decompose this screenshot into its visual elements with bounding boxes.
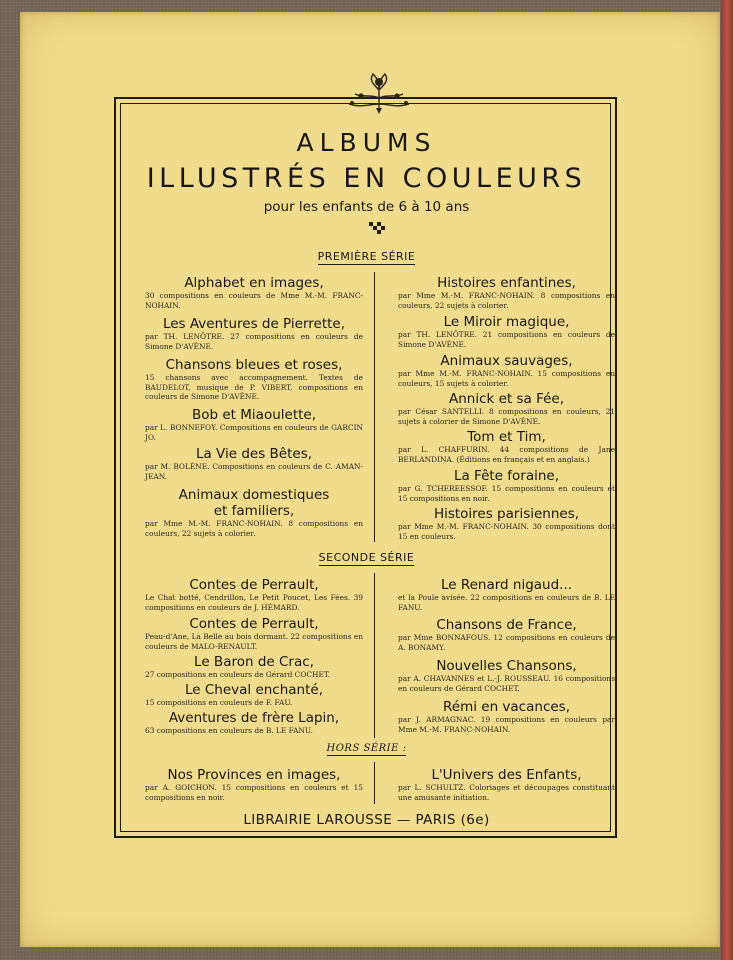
book-description: par Mme M.-M. FRANC-NOHAIN. 8 compositions en couleurs, 22 sujets à colorier. — [145, 519, 363, 538]
book-description: par TH. LENÔTRE. 27 compositions en couleurs de Simone D'AVÈNE. — [145, 332, 363, 351]
book-entry — [145, 710, 363, 736]
book-title: L'Univers des Enfants, — [431, 767, 582, 783]
book-title: Animaux sauvages, — [440, 353, 573, 369]
book-description: par M. BOLÈNE. Compositions en couleurs de C. AMAN-JEAN. — [145, 462, 363, 481]
book-entry — [398, 275, 615, 310]
book-title: Rémi en vacances, — [443, 699, 570, 715]
book-title: Chansons bleues et roses, — [165, 357, 343, 373]
book-description: 63 compositions en couleurs de B. LE FANU. — [145, 726, 313, 735]
book-entry — [398, 468, 615, 503]
book-description: par L. SCHULTZ. Coloriages et découpages constituant une amusante initiation. — [398, 783, 615, 802]
floral-ornament-icon — [343, 68, 415, 116]
book-title: Nouvelles Chansons, — [436, 658, 577, 674]
book-description: 15 compositions en couleurs de F. FAU. — [145, 698, 293, 707]
book-title: La Fête foraine, — [453, 468, 560, 484]
book-title: Les Aventures de Pierrette, — [162, 316, 346, 332]
book-description: par A. GOICHON. 15 compositions en couleurs et 15 compositions en noir. — [145, 783, 363, 802]
title-illustres: ILLUSTRÉS EN COULEURS — [146, 163, 587, 194]
book-entry — [398, 617, 615, 652]
book-entry — [145, 316, 363, 351]
book-title: Le Baron de Crac, — [194, 654, 314, 670]
book-title: Aventures de frère Lapin, — [168, 710, 340, 726]
column-divider-3 — [374, 762, 375, 804]
hors-serie-heading: HORS SÉRIE : — [326, 743, 407, 754]
book-entry — [145, 654, 363, 680]
book-entry — [145, 407, 363, 442]
book-title: Contes de Perrault, — [189, 616, 319, 632]
book-entry — [398, 391, 615, 426]
book-entry — [398, 658, 615, 693]
book-entry — [145, 577, 363, 612]
book-description: 15 chansons avec accompagnement. Textes de BAUDELOT, musique de P. VIBERT, compositions en couleurs de Simone D'AVÈNE. — [145, 373, 363, 402]
book-description: par J. ARMAGNAC. 19 compositions en couleurs par Mme M.-M. FRANC-NOHAIN. — [398, 715, 615, 734]
book-title: Annick et sa Fée, — [448, 391, 565, 407]
book-title: Histoires enfantines, — [437, 275, 576, 291]
book-description: par L. CHAFFURIN. 44 compositions de Jane BERLANDINA. (Éditions en français et en anglais.) — [398, 445, 615, 464]
book-description: par Mme M.-M. FRANC-NOHAIN. 30 compositions dont 15 en couleurs. — [398, 522, 615, 541]
book-entry — [145, 767, 363, 802]
book-entry — [398, 577, 615, 612]
book-description: 27 compositions en couleurs de Gérard COCHET. — [145, 670, 331, 679]
book-description: par L. BONNEFOY. Compositions en couleurs de GARCIN JO. — [145, 423, 363, 442]
checker-ornament-icon — [369, 222, 385, 234]
book-entry — [398, 767, 615, 802]
book-title: Chansons de France, — [436, 617, 577, 633]
book-description: par A. CHAVANNES et L.-J. ROUSSEAU. 16 compositions en couleurs de Gérard COCHET. — [398, 674, 615, 693]
book-entry — [145, 682, 363, 708]
title-albums: ALBUMS — [296, 128, 437, 157]
book-title: Alphabet en images, — [184, 275, 324, 291]
book-title: Le Renard nigaud... — [440, 577, 573, 593]
book-title: Le Cheval enchanté, — [184, 682, 324, 698]
book-entry — [145, 357, 363, 402]
book-title: Histoires parisiennes, — [433, 506, 580, 522]
book-description: par César SANTELLI. 8 compositions en couleurs, 21 sujets à colorier de Simone D'AVÈNE. — [398, 407, 615, 426]
book-title: Tom et Tim, — [467, 429, 546, 445]
column-divider-1 — [374, 272, 375, 542]
book-description: et la Poule avisée. 22 compositions en couleurs de B. LE FANU. — [398, 593, 615, 612]
book-title: Nos Provinces en images, — [167, 767, 341, 783]
book-title: Contes de Perrault, — [189, 577, 319, 593]
book-title: Animaux domestiques — [178, 487, 330, 503]
series2-heading: SECONDE SÉRIE — [318, 551, 415, 564]
book-description: Le Chat botté, Cendrillon, Le Petit Poucet, Les Fées. 39 compositions en couleurs de J. HÉMARD. — [145, 593, 363, 612]
book-description: par G. TCHEREESSOF. 15 compositions en couleurs et 15 compositions en noir. — [398, 484, 615, 503]
book-entry — [398, 314, 615, 349]
column-divider-2 — [374, 573, 375, 738]
book-description: par Mme M.-M. FRANC-NOHAIN. 15 compositions en couleurs, 15 sujets à colorier. — [398, 369, 615, 388]
publisher-imprint: LIBRAIRIE LAROUSSE — PARIS (6e) — [243, 812, 490, 828]
book-entry — [398, 506, 615, 541]
book-entry — [145, 487, 363, 538]
book-description: Peau-d'Ane, La Belle au bois dormant. 22 compositions en couleurs de MALO-RENAULT. — [145, 632, 363, 651]
subtitle-age: pour les enfants de 6 à 10 ans — [263, 199, 470, 215]
book-title-line2: et familiers, — [213, 503, 295, 519]
book-description: 30 compositions en couleurs de Mme M.-M. FRANC-NOHAIN. — [145, 291, 363, 310]
book-entry — [145, 616, 363, 651]
book-description: par Mme M.-M. FRANC-NOHAIN. 8 compositions en couleurs, 22 sujets à colorier. — [398, 291, 615, 310]
book-entry — [398, 353, 615, 388]
book-description: par TH. LENÔTRE. 21 compositions en couleurs de Simone D'AVÈNE. — [398, 330, 615, 349]
book-title: La Vie des Bêtes, — [195, 446, 313, 462]
book-description: par Mme BONNAFOUS. 12 compositions en couleurs de A. BONAMY. — [398, 633, 615, 652]
book-entry — [145, 275, 363, 310]
book-entry — [398, 699, 615, 734]
book-title: Le Miroir magique, — [443, 314, 570, 330]
series1-heading: PREMIÈRE SÉRIE — [317, 250, 416, 263]
book-title: Bob et Miaoulette, — [192, 407, 316, 423]
book-entry — [398, 429, 615, 464]
book-entry — [145, 446, 363, 481]
